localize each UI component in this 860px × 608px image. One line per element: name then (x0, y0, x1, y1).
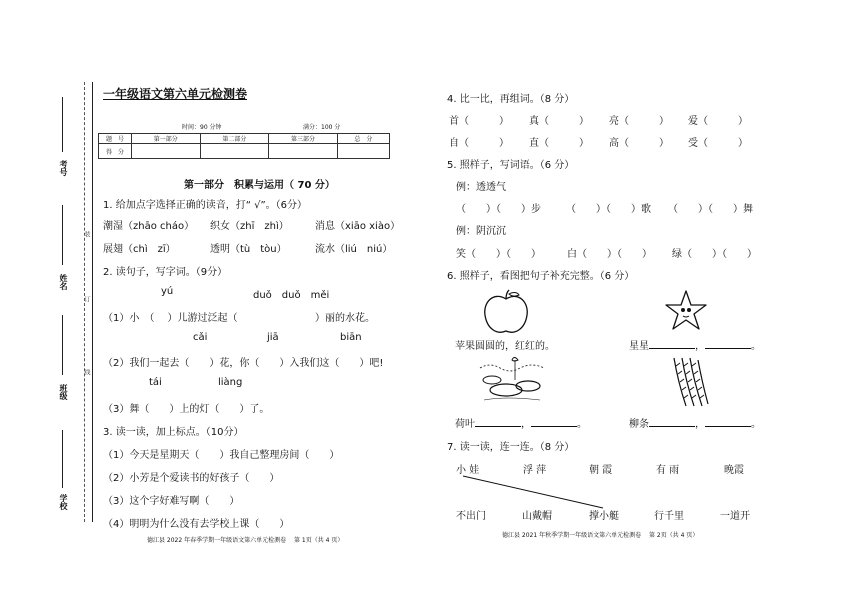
q5-item[interactable]: 绿（ ）（ ） (672, 249, 757, 260)
period: 。 (577, 419, 587, 430)
q6-lotus-sentence[interactable] (455, 415, 587, 430)
answer-blank[interactable] (475, 426, 521, 427)
q3-item[interactable]: （3）这个字好难写啊（ ） (103, 496, 240, 507)
binding-mark-xian: 线 (83, 369, 90, 375)
q5-example: 例：透透气 (456, 182, 506, 193)
q6-apple-example: 苹果圆圆的，红红的。 (455, 341, 555, 352)
q2-sentence[interactable]: （2）我们一起去（ ）花，你（ ）入我们这（ ）吧! (103, 358, 384, 369)
q2-pinyin: cǎi (193, 332, 208, 343)
q3-item[interactable]: （4）明明为什么没有去学校上课（ ） (103, 519, 290, 530)
q4-item[interactable]: 首（ ） (449, 116, 509, 127)
exam-time: 时间：90 分钟 (182, 124, 222, 131)
q1-item[interactable]: 潮湿（zhāo cháo） (103, 221, 195, 232)
q2-pinyin: tái (149, 377, 162, 388)
q5-item[interactable]: （ ）（ ）舞 (668, 204, 753, 215)
page-footer-right: 德江县 2021 年秋季学期一年级语文第六单元检测卷 第 2页（共 4 页） (502, 532, 699, 539)
period: 。 (751, 341, 761, 352)
q2-title: 2. 读句子，写字词。（9分） (103, 267, 228, 278)
binding-solid-line (92, 82, 93, 522)
binding-mark-ding: 订 (83, 296, 90, 302)
side-label-name: 姓名 (59, 274, 68, 290)
school-line (62, 430, 63, 488)
page-footer-left: 德江县 2022 年春季学期一年级语文第六单元检测卷 第 1页（共 4 页） (147, 537, 344, 544)
q7-bottom-word[interactable]: 山戴帽 (522, 511, 552, 522)
q2-pinyin: biān (340, 332, 362, 343)
q7-bottom-word[interactable]: 不出门 (456, 511, 486, 522)
connection-line (455, 474, 615, 510)
q4-item[interactable]: 真（ ） (529, 116, 589, 127)
q6-star-sentence[interactable] (629, 337, 761, 352)
q3-item[interactable]: （1）今天是星期天（ ）我自己整理房间（ ） (103, 450, 340, 461)
comma: ， (695, 341, 705, 352)
period: 。 (751, 419, 761, 430)
q4-title: 4. 比一比，再组词。（8 分） (447, 94, 575, 105)
willow-picture (664, 356, 714, 408)
q1-title: 1. 给加点字选择正确的读音，打“ √”。（6分） (103, 200, 307, 211)
score-table-header-cell: 第二部分 (200, 134, 269, 144)
q3-title: 3. 读一读，加上标点。（10分） (103, 427, 244, 438)
q4-item[interactable]: 爱（ ） (688, 116, 748, 127)
exam-full-mark: 满分：100 分 (303, 124, 341, 131)
answer-blank[interactable] (705, 348, 751, 349)
score-table (98, 133, 390, 159)
q7-bottom-word[interactable]: 一道开 (720, 511, 750, 522)
star-picture (664, 289, 708, 333)
q6-title: 6. 照样子，看图把句子补充完整。（6 分） (447, 271, 635, 282)
q7-top-word[interactable]: 浮 萍 (523, 465, 547, 476)
q7-top-word[interactable]: 朝 霞 (589, 465, 613, 476)
part1-heading: 第一部分 积累与运用（ 70 分） (184, 180, 335, 191)
answer-blank[interactable] (531, 426, 577, 427)
q1-item[interactable]: 展翅（chì zī） (103, 244, 176, 255)
q6-star-label: 星星 (629, 341, 649, 352)
apple-picture (481, 289, 531, 337)
comma: ， (521, 419, 531, 430)
q2-sentence[interactable]: （1）小 （ ）儿游过泛起（ (103, 313, 238, 324)
q1-item[interactable]: 织女（zhī zhì） (210, 221, 289, 232)
comma: ， (695, 419, 705, 430)
answer-blank[interactable] (649, 348, 695, 349)
lotus-leaf-picture (476, 356, 548, 406)
exam-number-line (62, 97, 63, 152)
answer-blank[interactable] (649, 426, 695, 427)
page-title: 一年级语文第六单元检测卷 (103, 87, 248, 101)
q5-item[interactable]: 白（ ）（ ） (567, 249, 652, 260)
q5-item[interactable]: （ ）（ ）步 (456, 204, 541, 215)
q1-item[interactable]: 透明（tù tòu） (210, 244, 287, 255)
name-line (62, 205, 63, 265)
side-label-exam-number: 考号 (59, 160, 68, 176)
q5-item[interactable]: （ ）（ ）歌 (566, 204, 651, 215)
score-table-header-cell: 题 号 (99, 134, 132, 144)
score-table-row-label: 得 分 (99, 144, 132, 159)
q4-item[interactable]: 直（ ） (529, 138, 589, 149)
score-table-header-cell: 第一部分 (132, 134, 201, 144)
binding-dashed-line (84, 82, 85, 522)
q7-bottom-word[interactable]: 撑小艇 (589, 511, 619, 522)
q7-bottom-word[interactable]: 行千里 (654, 511, 684, 522)
q2-pinyin: jiā (267, 332, 279, 343)
q7-top-word[interactable]: 小 娃 (456, 465, 480, 476)
q2-sentence[interactable]: （3）舞（ ）上的灯（ ）了。 (103, 404, 270, 415)
score-cell[interactable] (269, 144, 338, 159)
q2-pinyin: liàng (218, 377, 243, 388)
q4-item[interactable]: 受（ ） (688, 138, 748, 149)
side-label-school: 学校 (59, 494, 68, 510)
q2-sentence[interactable]: ）丽的水花。 (315, 313, 375, 324)
q2-pinyin: duǒ duǒ měi (253, 290, 330, 301)
q1-item[interactable]: 消息（xiāo xiào） (315, 221, 401, 232)
q1-item[interactable]: 流水（liú niú） (315, 244, 393, 255)
score-table-header-cell: 总 分 (337, 134, 389, 144)
q7-top-word[interactable]: 有 雨 (656, 465, 680, 476)
answer-blank[interactable] (705, 426, 751, 427)
q6-lotus-label: 荷叶 (455, 419, 475, 430)
q5-example: 例：阴沉沉 (456, 226, 506, 237)
q4-item[interactable]: 高（ ） (609, 138, 669, 149)
score-cell[interactable] (200, 144, 269, 159)
q3-item[interactable]: （2）小芳是个爱读书的好孩子（ ） (103, 473, 280, 484)
q6-willow-label: 柳条 (629, 419, 649, 430)
q7-top-word[interactable]: 晚霞 (724, 465, 744, 476)
q4-item[interactable]: 自（ ） (449, 138, 509, 149)
q7-title: 7. 读一读，连一连。（8 分） (447, 442, 575, 453)
q4-item[interactable]: 亮（ ） (609, 116, 669, 127)
q5-title: 5. 照样子，写词语。（6 分） (447, 160, 575, 171)
score-cell[interactable] (337, 144, 389, 159)
binding-mark-zhuang: 装 (83, 231, 90, 237)
class-line (62, 315, 63, 375)
q5-item[interactable]: 笑（ ）（ ） (456, 249, 541, 260)
q6-willow-sentence[interactable] (629, 415, 761, 430)
side-label-class: 班级 (59, 384, 68, 400)
q2-pinyin: yú (161, 286, 174, 297)
score-table-header-cell: 第三部分 (269, 134, 338, 144)
score-cell[interactable] (132, 144, 201, 159)
